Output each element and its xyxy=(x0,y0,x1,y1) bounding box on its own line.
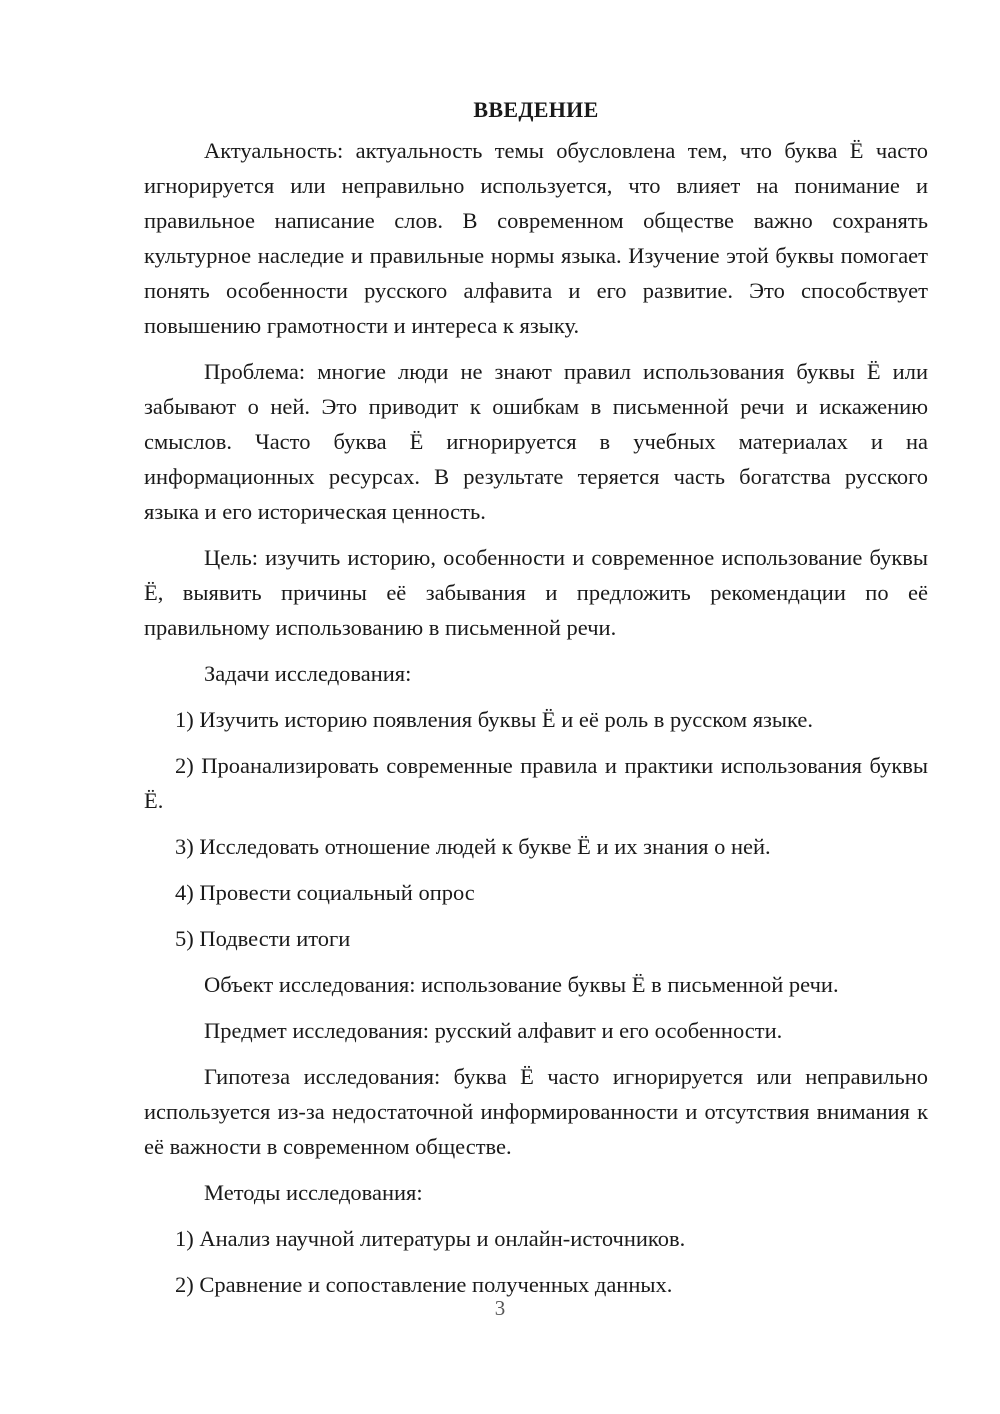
object-paragraph: Объект исследования: использование буквы Ё в письменной речи. xyxy=(204,972,839,997)
method-item-2: 2) Сравнение и сопоставление полученных данных. xyxy=(175,1272,673,1297)
section-title: ВВЕДЕНИЕ xyxy=(473,97,599,122)
methods-heading: Методы исследования: xyxy=(204,1180,423,1205)
task-item-4: 4) Провести социальный опрос xyxy=(175,880,475,905)
task-item-5: 5) Подвести итоги xyxy=(175,926,351,951)
page-number: 3 xyxy=(494,1296,506,1320)
goal-paragraph: Цель: изучить историю, особенности и современное использование буквы Ё, выявить причины её забывания и предложить рекомендации по её правильному использованию в письменной речи. xyxy=(144,545,928,640)
tasks-heading: Задачи исследования: xyxy=(204,661,412,686)
task-item-2: 2) Проанализировать современные правила и практики использования буквы Ё. xyxy=(144,753,928,813)
hypothesis-paragraph: Гипотеза исследования: буква Ё часто игнорируется или неправильно используется из-за недостаточной информированности и отсутствия внимания к её важности в современном обществе. xyxy=(144,1064,928,1159)
subject-paragraph: Предмет исследования: русский алфавит и его особенности. xyxy=(204,1018,783,1043)
method-item-1: 1) Анализ научной литературы и онлайн-источников. xyxy=(175,1226,686,1251)
task-item-1: 1) Изучить историю появления буквы Ё и её роль в русском языке. xyxy=(175,707,814,732)
task-item-3: 3) Исследовать отношение людей к букве Ё и их знания о ней. xyxy=(175,834,771,859)
document-page xyxy=(144,92,928,1313)
problem-paragraph: Проблема: многие люди не знают правил использования буквы Ё или забывают о ней. Это приводит к ошибкам в письменной речи и искажению смыслов. Часто буква Ё игнорируется в учебных материалах и на информационных ресурсах. В результате теряется часть богатства русского языка и его историческая ценность. xyxy=(144,359,928,524)
relevance-paragraph: Актуальность: актуальность темы обусловлена тем, что буква Ё часто игнорируется или неправильно используется, что влияет на понимание и правильное написание слов. В современном обществе важно сохранять культурное наследие и правильные нормы языка. Изучение этой буквы помогает понять особенности русского алфавита и его развитие. Это способствует повышению грамотности и интереса к языку. xyxy=(144,138,928,338)
